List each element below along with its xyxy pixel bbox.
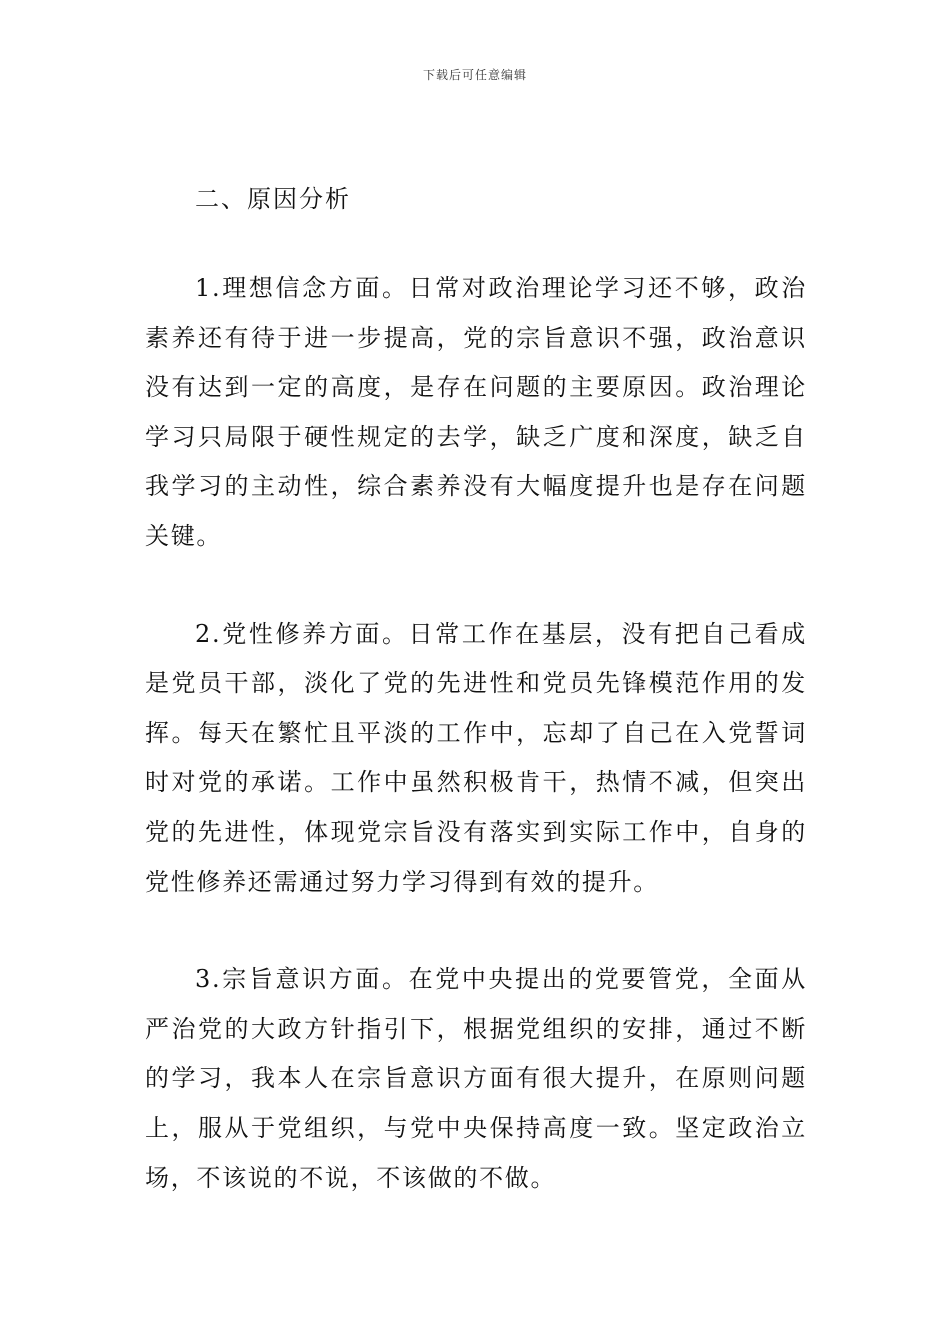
section-heading: 二、原因分析	[195, 185, 351, 213]
paragraph-party-spirit: 2.党性修养方面。日常工作在基层，没有把自己看成是党员干部，淡化了党的先进性和党员先锋模范作用的发挥。每天在繁忙且平淡的工作中，忘却了自己在入党誓词时对党的承诺。工作中虽然积极肯干，热情不减，但突出党的先进性，体现党宗旨没有落实到实际工作中，自身的党性修养还需通过努力学习得到有效的提升。	[145, 619, 807, 896]
paragraph-purpose-awareness: 3.宗旨意识方面。在党中央提出的党要管党，全面从严治党的大政方针指引下，根据党组织的安排，通过不断的学习，我本人在宗旨意识方面有很大提升，在原则问题上，服从于党组织，与党中央保持高度一致。坚定政治立场，不该说的不说，不该做的不做。	[145, 965, 807, 1192]
paragraph-ideals-beliefs: 1.理想信念方面。日常对政治理论学习还不够，政治素养还有待于进一步提高，党的宗旨意识不强，政治意识没有达到一定的高度，是存在问题的主要原因。政治理论学习只局限于硬性规定的去学，缺乏广度和深度，缺乏自我学习的主动性，综合素养没有大幅度提升也是存在问题关键。	[145, 274, 807, 550]
document-body	[145, 178, 807, 1251]
page-header-note: 下载后可任意编辑	[422, 68, 527, 82]
